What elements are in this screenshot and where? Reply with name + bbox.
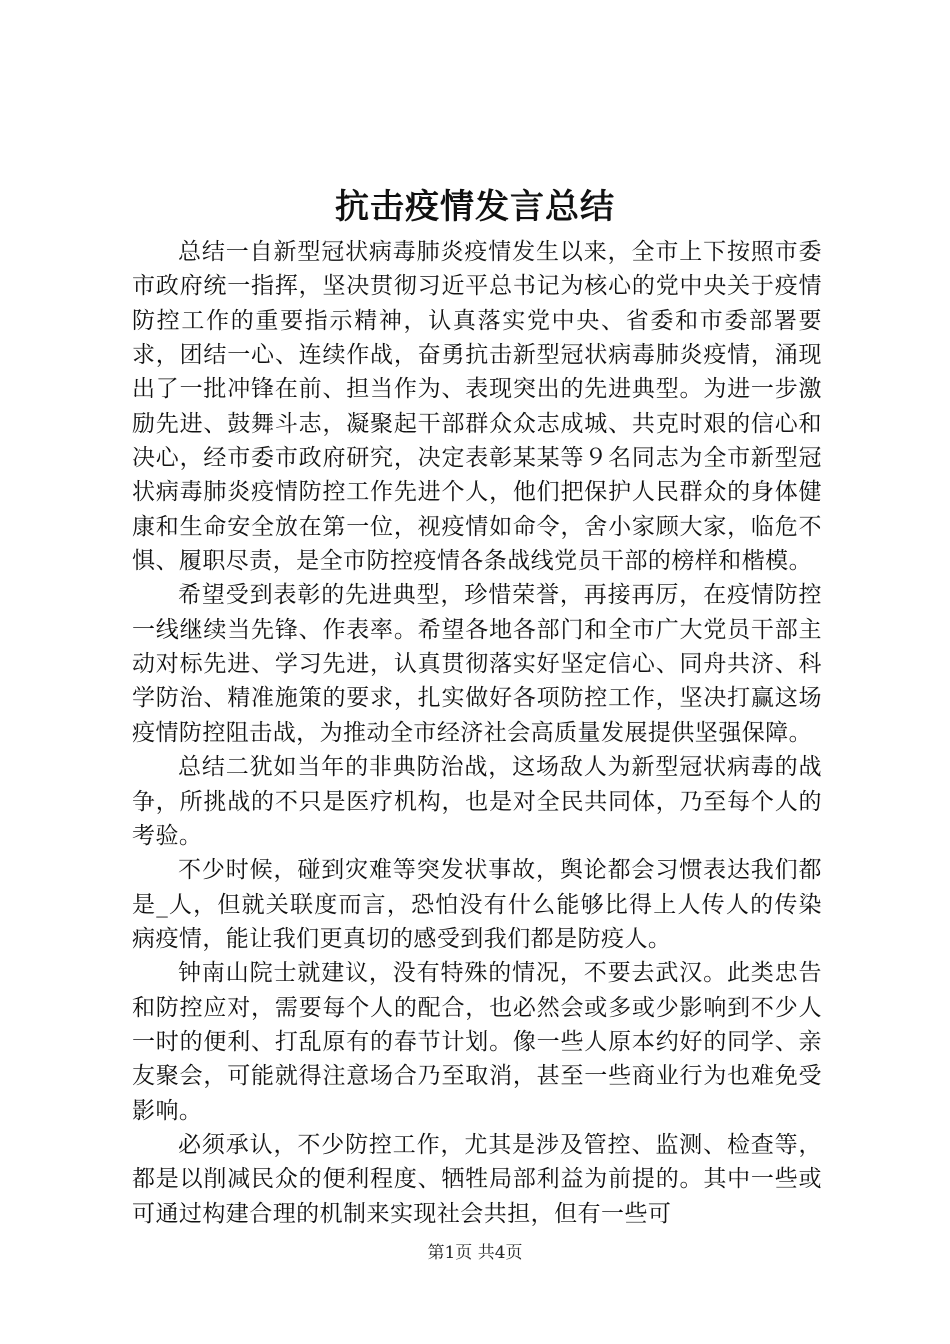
document-title: 抗击疫情发言总结: [335, 187, 615, 227]
paragraph-4: 不少时候，碰到灾难等突发状事故，舆论都会习惯表达我们都是_人，但就关联度而言，恐怕没有什么能够比得上人传人的传染病疫情，能让我们更真切的感受到我们都是防疫人。: [132, 857, 822, 952]
paragraph-1: 总结一自新型冠状病毒肺炎疫情发生以来，全市上下按照市委市政府统一指挥，坚决贯彻习近平总书记为核心的党中央关于疫情防控工作的重要指示精神，认真落实党中央、省委和市委部署要求，团结一心、连续作战，奋勇抗击新型冠状病毒肺炎疫情，涌现出了一批冲锋在前、担当作为、表现突出的先进典型。为进一步激励先进、鼓舞斗志，凝聚起干部群众众志成城、共克时艰的信心和决心，经市委市政府研究，决定表彰某某等９名同志为全市新型冠状病毒肺炎疫情防控工作先进个人，他们把保护人民群众的身体健康和生命安全放在第一位，视疫情如命令，舍小家顾大家，临危不惧、履职尽责，是全市防控疫情各条战线党员干部的榜样和楷模。: [132, 239, 822, 575]
paragraph-5: 钟南山院士就建议，没有特殊的情况，不要去武汉。此类忠告和防控应对，需要每个人的配合，也必然会或多或少影响到不少人一时的便利、打乱原有的春节计划。像一些人原本约好的同学、亲友聚会，可能就得注意场合乃至取消，甚至一些商业行为也难免受影响。: [132, 960, 822, 1124]
page-number-footer: 第1页 共4页: [427, 1243, 523, 1263]
paragraph-3: 总结二犹如当年的非典防治战，这场敌人为新型冠状病毒的战争，所挑战的不只是医疗机构，也是对全民共同体，乃至每个人的考验。: [132, 754, 822, 849]
paragraph-6: 必须承认，不少防控工作，尤其是涉及管控、监测、检查等，都是以削减民众的便利程度、牺牲局部利益为前提的。其中一些或可通过构建合理的机制来实现社会共担，但有一些可: [132, 1131, 822, 1227]
paragraph-2: 希望受到表彰的先进典型，珍惜荣誉，再接再厉，在疫情防控一线继续当先锋、作表率。希望各地各部门和全市广大党员干部主动对标先进、学习先进，认真贯彻落实好坚定信心、同舟共济、科学防治、精准施策的要求，扎实做好各项防控工作，坚决打赢这场疫情防控阻击战，为推动全市经济社会高质量发展提供坚强保障。: [132, 582, 822, 746]
document-body: [132, 235, 822, 1231]
